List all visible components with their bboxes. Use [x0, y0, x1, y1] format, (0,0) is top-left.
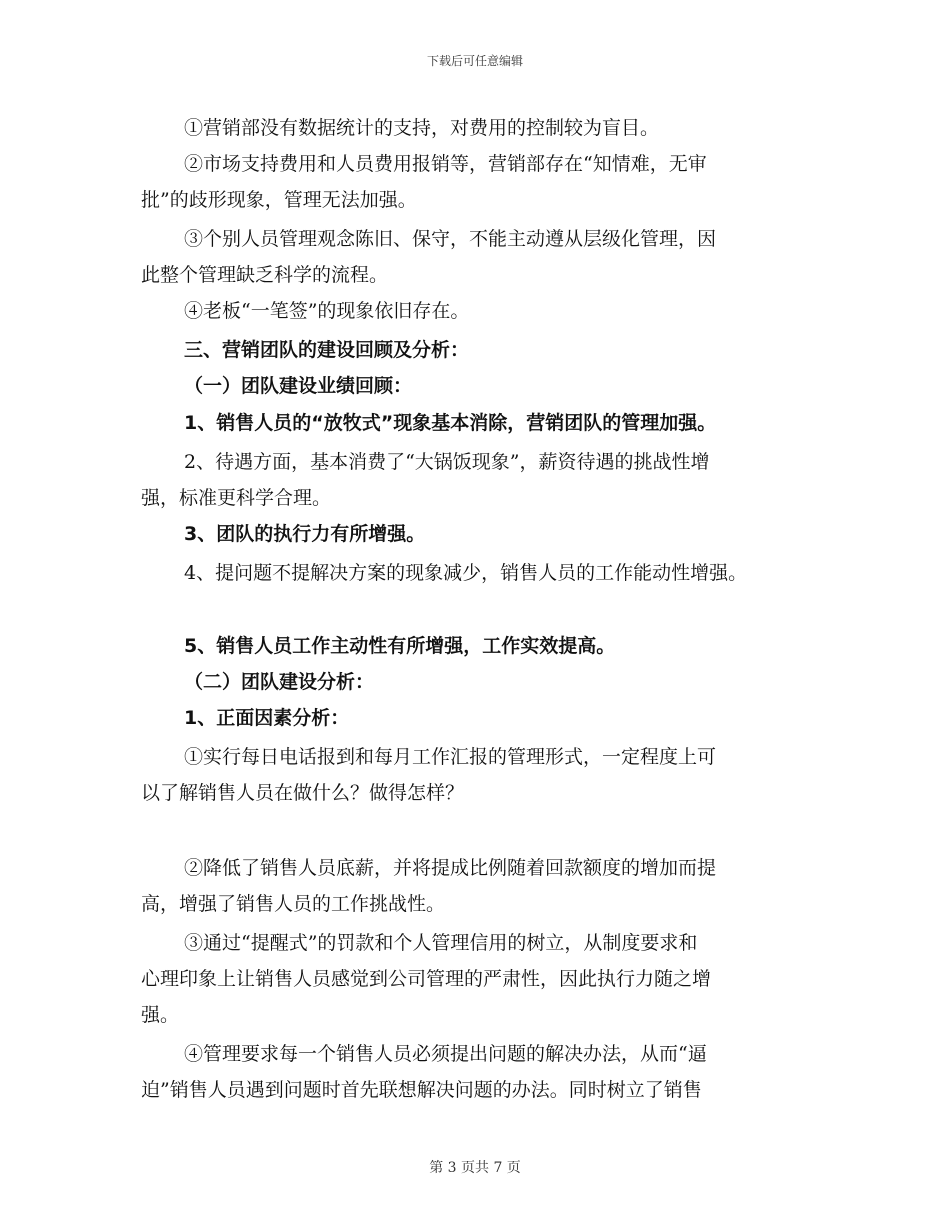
paragraph-line: 4、提问题不提解决方案的现象减少，销售人员的工作能动性增强。: [184, 562, 748, 584]
paragraph-line: ①营销部没有数据统计的支持，对费用的控制较为盲目。: [184, 117, 660, 139]
paragraph-line: ②降低了销售人员底薪，并将提成比例随着回款额度的增加而提: [184, 857, 717, 879]
paragraph-line: 强，标准更科学合理。: [141, 487, 332, 509]
paragraph-line: ②市场支持费用和人员费用报销等，营销部存在“知情难，无审: [184, 153, 707, 175]
subsection-heading: （二）团队建设分析：: [184, 671, 375, 693]
paragraph-line: ④老板“一笔签”的现象依旧存在。: [184, 300, 470, 322]
paragraph-line: ①实行每日电话报到和每月工作汇报的管理形式，一定程度上可: [184, 746, 717, 768]
section-heading: 三、营销团队的建设回顾及分析：: [184, 339, 470, 361]
bold-point: 1、销售人员的“放牧式”现象基本消除，营销团队的管理加强。: [184, 412, 717, 434]
subsection-heading: （一）团队建设业绩回顾：: [184, 375, 413, 397]
bold-point: 5、销售人员工作主动性有所增强，工作实效提高。: [184, 635, 616, 657]
paragraph-line: 迫”销售人员遇到问题时首先联想解决问题的办法。同时树立了销售: [141, 1079, 702, 1101]
page-header: 下载后可任意编辑: [426, 54, 523, 68]
paragraph-line: 2、待遇方面，基本消费了“大锅饭现象”，薪资待遇的挑战性增: [184, 451, 710, 473]
paragraph-line: ④管理要求每一个销售人员必须提出问题的解决办法，从而“逼: [184, 1043, 707, 1065]
page-footer: 第 3 页共 7 页: [429, 1160, 521, 1176]
paragraph-line: 强。: [141, 1004, 180, 1026]
bold-point: 3、团队的执行力有所增强。: [184, 523, 426, 545]
paragraph-line: 心理印象上让销售人员感觉到公司管理的严肃性，因此执行力随之增: [141, 968, 712, 990]
paragraph-line: ③通过“提醒式”的罚款和个人管理信用的树立，从制度要求和: [184, 932, 698, 954]
paragraph-line: 以了解销售人员在做什么？做得怎样？: [141, 782, 465, 804]
paragraph-line: 批”的歧形现象，管理无法加强。: [141, 189, 417, 211]
paragraph-line: 高，增强了销售人员的工作挑战性。: [141, 893, 446, 915]
bold-point: 1、正面因素分析：: [184, 707, 350, 729]
paragraph-line: ③个别人员管理观念陈旧、保守，不能主动遵从层级化管理，因: [184, 228, 717, 250]
paragraph-line: 此整个管理缺乏科学的流程。: [141, 264, 389, 286]
